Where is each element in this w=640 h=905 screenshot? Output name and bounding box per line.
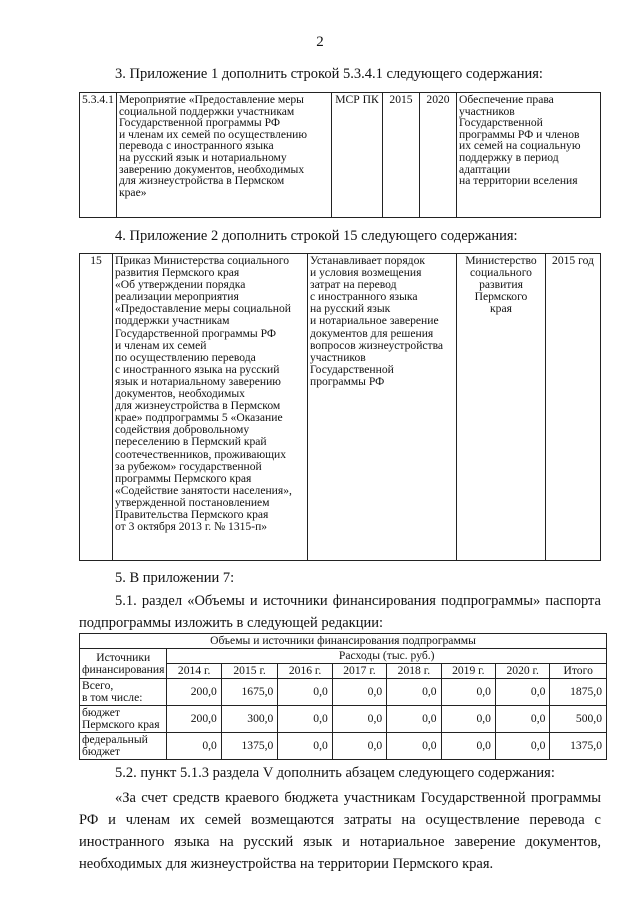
t1-description: Мероприятие «Предоставление меры социальной поддержки участникам Государственной программы РФ и членам их семей по осуществлению перевода с иностранного языка на русский язык и нотариальному заверению документов, необходимых для жизнеустройства в Пермском крае» [117,93,332,218]
t1-executor: МСР ПК [332,93,383,218]
t3-cell: 0,0 [167,733,221,760]
t1-year-start: 2015 [383,93,420,218]
t3-cell: 0,0 [278,679,332,706]
table-row [80,679,607,706]
financing-table [79,633,607,760]
table-appendix1-row [79,92,601,218]
t3-cell: 0,0 [332,679,386,706]
t3-title: Объемы и источники финансирования подпрограммы [80,634,607,649]
t3-cell: 300,0 [221,706,278,733]
t3-col-header: Итого [550,664,607,679]
t2-document: Приказ Министерства социального развития Пермского края «Об утверждении порядка реализации мероприятия «Предоставление меры социальной поддержки участникам Государственной программы РФ и членам их семей по осуществлению перевода с иностранного языка на русский язык и нотариальному заверению документов, необходимых для жизнеустройства в Пермском крае» подпрограммы 5 «Оказание содействия добровольному переселению в Пермский край соотечественников, проживающих за рубежом» государственной программы Пермского края «Содействие занятости населения», утвержденной постановлением Правительства Пермского края от 3 октября 2013 г. № 1315-п» [113,254,308,561]
t3-cell: 1375,0 [221,733,278,760]
t3-col-header: 2020 г. [495,664,549,679]
t3-cell: 200,0 [167,706,221,733]
t3-cell: 0,0 [278,733,332,760]
t3-cell: 0,0 [387,706,441,733]
table-appendix2-row [79,253,601,561]
t1-result: Обеспечение права участников Государственной программы РФ и членов их семей на социальную поддержку в период адаптации на территории вселения [457,93,601,218]
t3-cell: 200,0 [167,679,221,706]
t2-year: 2015 год [546,254,601,561]
t3-cell: 500,0 [550,706,607,733]
final-paragraph: «За счет средств краевого бюджета участникам Государственной программы РФ и членам их семей возмещаются затраты на осуществление перевода с иностранного языка на русский язык и нотариальное заверение документов, необходимых для жизнеустройства на территории Пермского края. [79,790,601,872]
t3-cell: 0,0 [441,706,495,733]
t3-col-header: 2015 г. [221,664,278,679]
item52-heading: 5.2. пункт 5.1.3 раздела V дополнить абзацем следующего содержания: [115,765,555,781]
t3-cell: 0,0 [387,679,441,706]
page-number: 2 [316,34,324,50]
t3-cell: 0,0 [332,706,386,733]
t3-cell: 1875,0 [550,679,607,706]
t3-col-header: 2019 г. [441,664,495,679]
t2-content: Устанавливает порядок и условия возмещения затрат на перевод с иностранного языка на русский язык и нотариальное заверение документов для решения вопросов жизнеустройства участников Государственной программы РФ [308,254,457,561]
t3-cell: 0,0 [495,679,549,706]
item4-heading: 4. Приложение 2 дополнить строкой 15 следующего содержания: [115,228,518,244]
t3-col-header: 2016 г. [278,664,332,679]
t1-code: 5.3.4.1 [80,93,117,218]
t2-num: 15 [80,254,113,561]
item51-text: 5.1. раздел «Объемы и источники финансирования подпрограммы» паспорта подпрограммы изложить в следующей редакции: [79,593,601,631]
item5-heading: 5. В приложении 7: [115,570,235,586]
t3-cell: 1675,0 [221,679,278,706]
item3-heading: 3. Приложение 1 дополнить строкой 5.3.4.1 следующего содержания: [115,66,543,82]
t3-source-header: Источники финансирования [80,649,167,679]
table-row [80,733,607,760]
t1-year-end: 2020 [420,93,457,218]
t3-col-header: 2017 г. [332,664,386,679]
t3-col-header: 2018 г. [387,664,441,679]
t3-cell: 1375,0 [550,733,607,760]
t3-row-label: бюджет Пермского края [80,706,167,733]
t3-cell: 0,0 [495,733,549,760]
t3-cell: 0,0 [441,733,495,760]
t3-cell: 0,0 [332,733,386,760]
t3-expenses-header: Расходы (тыс. руб.) [167,649,607,664]
t3-row-label: Всего, в том числе: [80,679,167,706]
t3-cell: 0,0 [495,706,549,733]
t3-col-header: 2014 г. [167,664,221,679]
t3-cell: 0,0 [387,733,441,760]
t3-cell: 0,0 [441,679,495,706]
t2-responsible: Министерство социального развития Пермского края [457,254,546,561]
t3-row-label: федеральный бюджет [80,733,167,760]
table-row [80,706,607,733]
t3-cell: 0,0 [278,706,332,733]
